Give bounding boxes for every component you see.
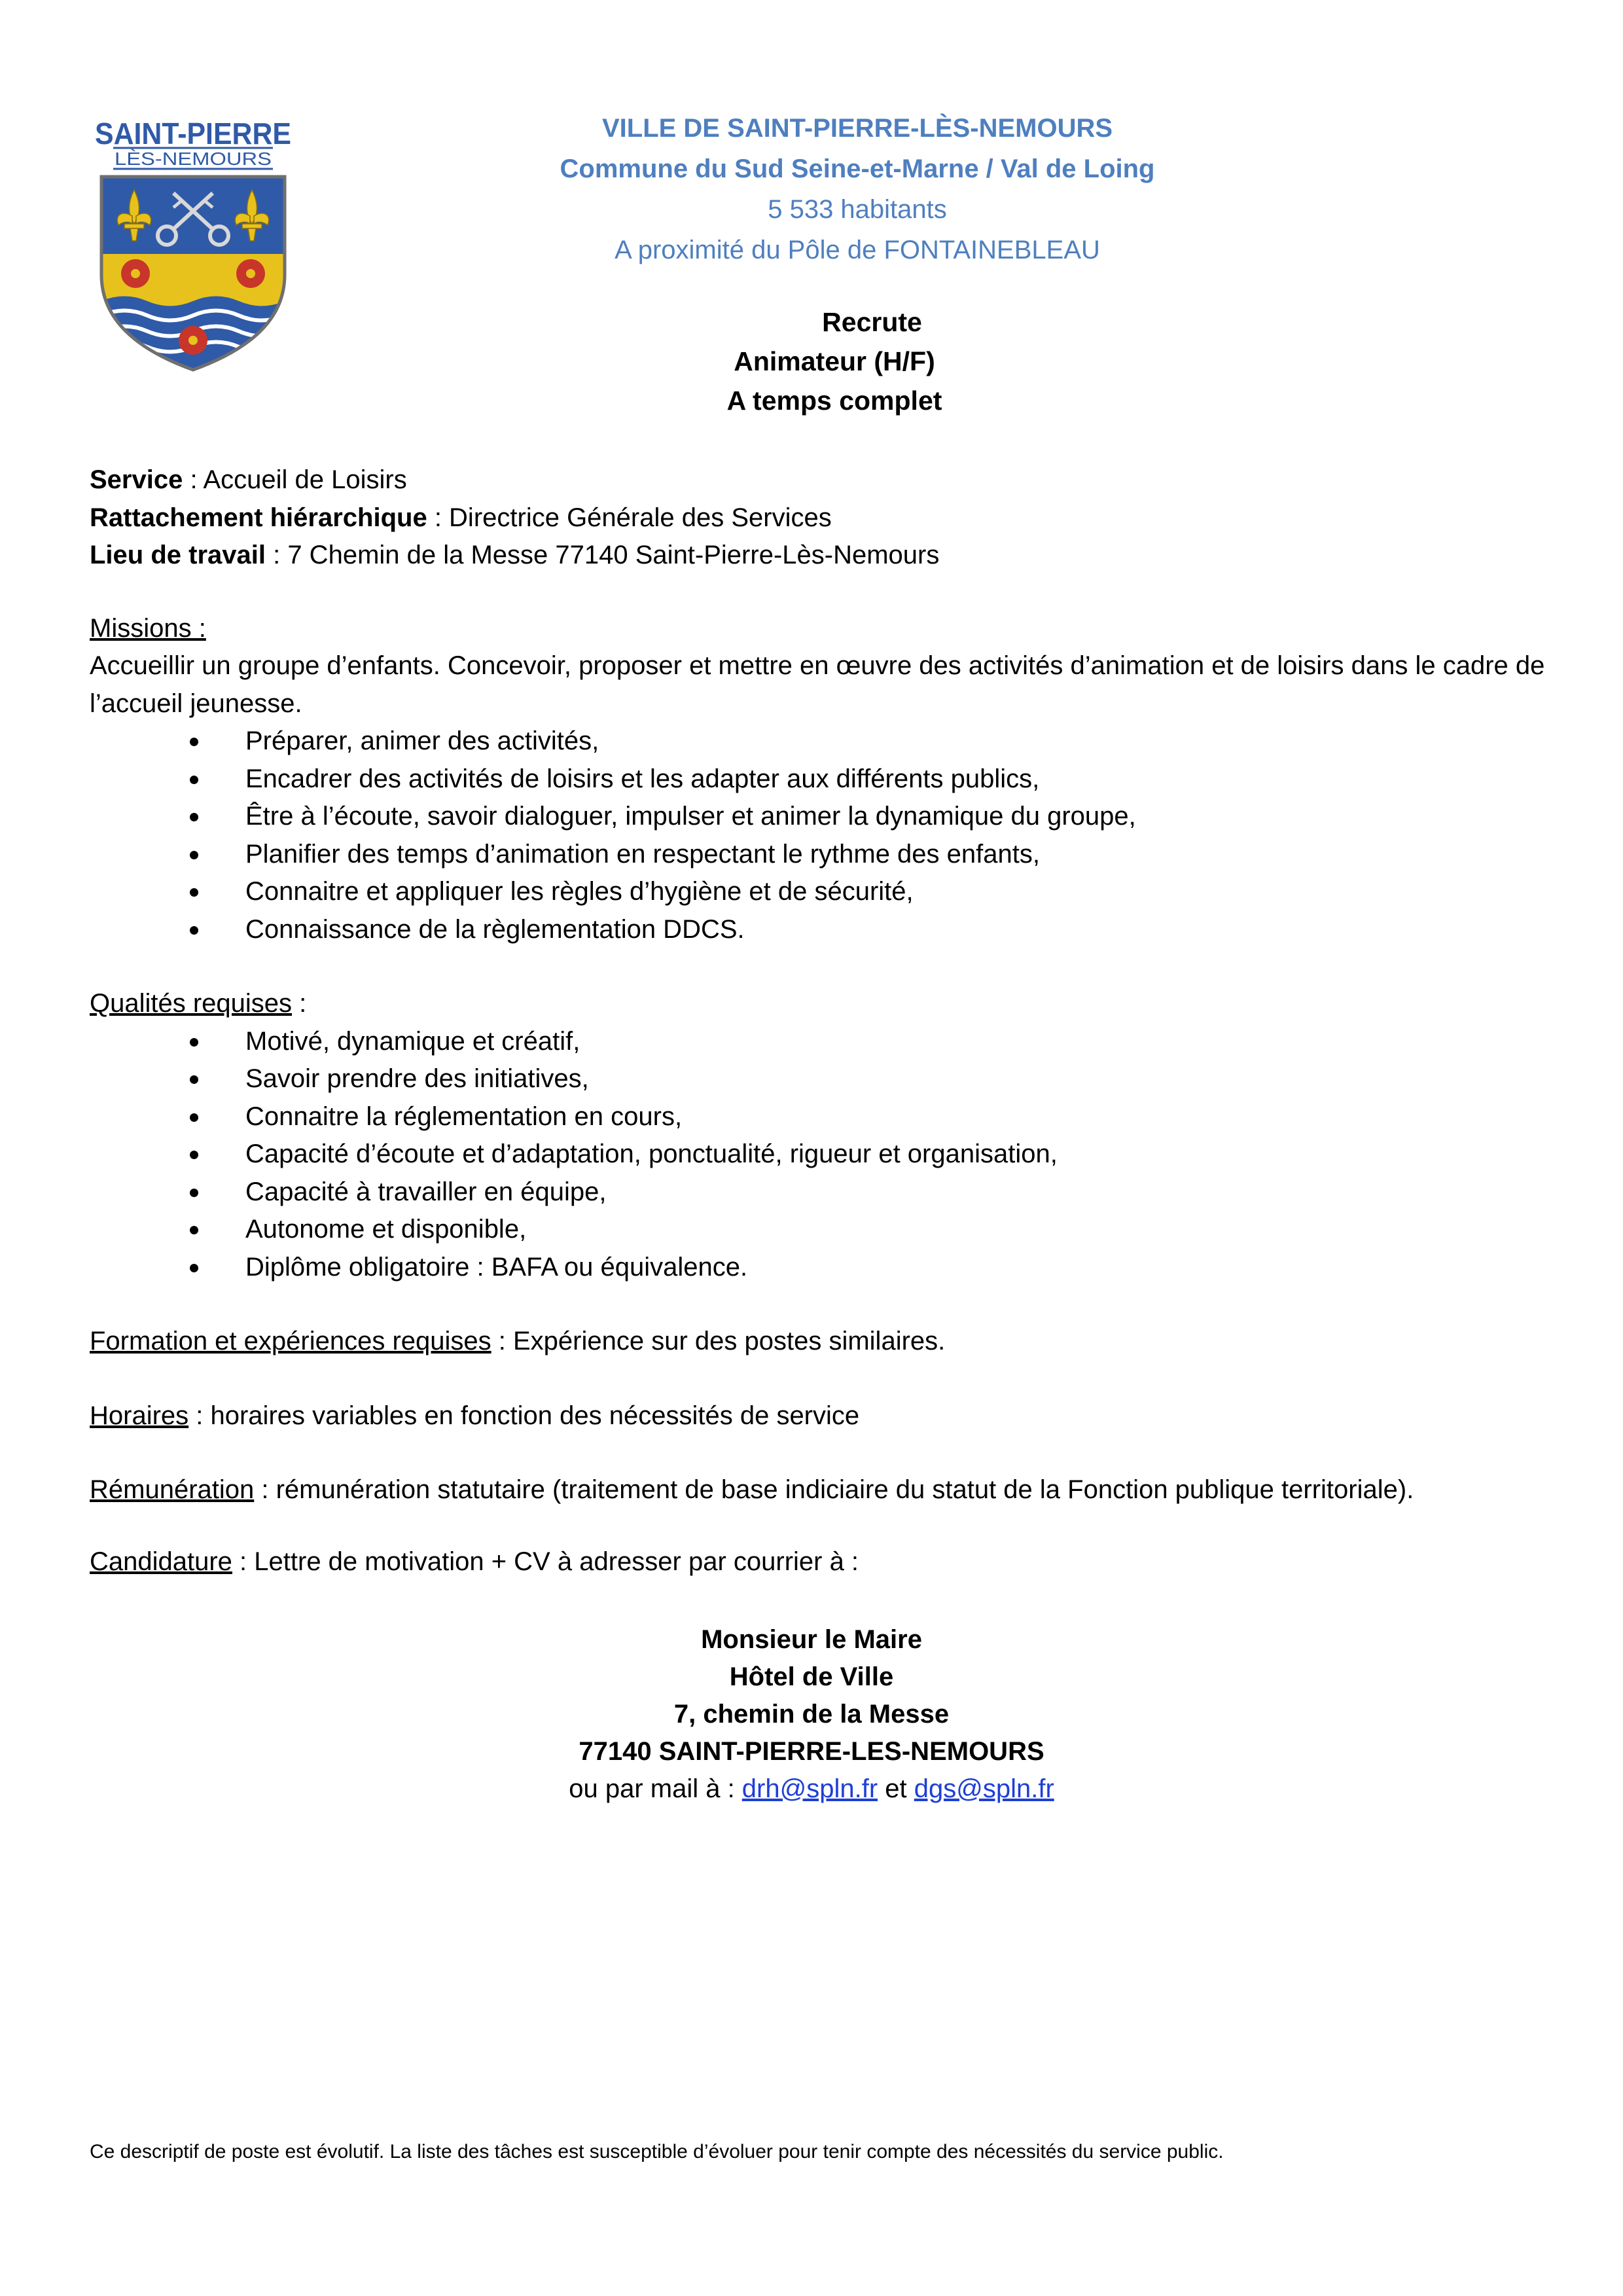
contact-building: Hôtel de Ville bbox=[729, 1662, 894, 1691]
formation-line bbox=[90, 1323, 1549, 1361]
list-item: Connaitre et appliquer les règles d’hygiène et de sécurité, bbox=[90, 873, 1549, 911]
remuneration-line bbox=[90, 1471, 1549, 1509]
qualites-list bbox=[90, 1023, 1549, 1287]
candidature-line bbox=[90, 1543, 1549, 1581]
candidature-value: : Lettre de motivation + CV à adresser par courrier à : bbox=[232, 1547, 859, 1576]
list-item: Motivé, dynamique et créatif, bbox=[90, 1023, 1549, 1061]
formation-label: Formation et expériences requises bbox=[90, 1327, 491, 1355]
horaires-label: Horaires bbox=[90, 1401, 189, 1430]
list-item: Diplôme obligatoire : BAFA ou équivalence. bbox=[90, 1249, 1549, 1287]
contact-recipient: Monsieur le Maire bbox=[701, 1625, 922, 1654]
job-title-block bbox=[458, 302, 1211, 420]
remuneration-label: Rémunération bbox=[90, 1475, 255, 1504]
list-item: Encadrer des activités de loisirs et les adapter aux différents publics, bbox=[90, 761, 1549, 798]
qualites-heading: Qualités requises : bbox=[90, 989, 307, 1018]
contact-city: 77140 SAINT-PIERRE-LES-NEMOURS bbox=[579, 1737, 1044, 1766]
job-title: Animateur (H/F) bbox=[734, 346, 935, 376]
email-link-drh[interactable]: drh@spln.fr bbox=[741, 1774, 878, 1803]
town-population: 5 533 habitants bbox=[768, 195, 947, 224]
formation-value: : Expérience sur des postes similaires. bbox=[491, 1327, 946, 1355]
rattachement-label: Rattachement hiérarchique bbox=[90, 503, 427, 532]
missions-list bbox=[90, 723, 1549, 948]
list-item: Capacité d’écoute et d’adaptation, ponctualité, rigueur et organisation, bbox=[90, 1136, 1549, 1174]
horaires-value: : horaires variables en fonction des nécessités de service bbox=[188, 1401, 860, 1430]
job-contract-type: A temps complet bbox=[726, 386, 942, 416]
footer-note: Ce descriptif de poste est évolutif. La liste des tâches est susceptible d’évoluer pour tenir compte des nécessités du service public. bbox=[90, 2141, 1224, 2162]
town-header bbox=[366, 108, 1348, 270]
candidature-label: Candidature bbox=[90, 1547, 232, 1576]
list-item: Connaissance de la règlementation DDCS. bbox=[90, 911, 1549, 949]
rose-left-icon bbox=[121, 259, 150, 288]
list-item: Préparer, animer des activités, bbox=[90, 723, 1549, 761]
service-line bbox=[90, 461, 1549, 499]
lieu-value: : 7 Chemin de la Messe 77140 Saint-Pierre-Lès-Nemours bbox=[265, 541, 940, 569]
list-item: Capacité à travailler en équipe, bbox=[90, 1174, 1549, 1211]
logo-name-line1: SAINT-PIERRE bbox=[95, 117, 291, 151]
coat-of-arms-logo bbox=[88, 111, 298, 373]
recrute-label: Recrute bbox=[822, 307, 922, 337]
list-item: Savoir prendre des initiatives, bbox=[90, 1060, 1549, 1098]
list-item: Autonome et disponible, bbox=[90, 1211, 1549, 1249]
lieu-label: Lieu de travail bbox=[90, 541, 266, 569]
horaires-line bbox=[90, 1397, 1549, 1435]
lieu-line bbox=[90, 537, 1549, 575]
email-link-dgs[interactable]: dgs@spln.fr bbox=[914, 1774, 1054, 1803]
job-description bbox=[90, 461, 1549, 1581]
remuneration-value: : rémunération statutaire (traitement de base indiciaire du statut de la Fonction publique territoriale). bbox=[254, 1475, 1414, 1504]
missions-heading: Missions : bbox=[90, 613, 206, 643]
contact-street: 7, chemin de la Messe bbox=[673, 1700, 950, 1729]
town-region: Commune du Sud Seine-et-Marne / Val de Loing bbox=[560, 154, 1155, 183]
logo-name-line2: LÈS-NEMOURS bbox=[115, 149, 272, 169]
contact-mail-line: ou par mail à : drh@spln.fr et dgs@spln.fr bbox=[569, 1774, 1054, 1803]
contact-address bbox=[419, 1621, 1204, 1808]
town-name: VILLE DE SAINT-PIERRE-LÈS-NEMOURS bbox=[601, 114, 1113, 143]
service-label: Service bbox=[90, 465, 183, 494]
list-item: Être à l’écoute, savoir dialoguer, impulser et animer la dynamique du groupe, bbox=[90, 798, 1549, 836]
rattachement-value: : Directrice Générale des Services bbox=[427, 503, 832, 532]
service-value: : Accueil de Loisirs bbox=[183, 465, 407, 494]
list-item: Connaitre la réglementation en cours, bbox=[90, 1098, 1549, 1136]
list-item: Planifier des temps d’animation en respectant le rythme des enfants, bbox=[90, 836, 1549, 874]
rattachement-line bbox=[90, 499, 1549, 537]
missions-intro: Accueillir un groupe d’enfants. Concevoir, proposer et mettre en œuvre des activités d’animation et de loisirs dans le cadre de l’accueil jeunesse. bbox=[90, 651, 1545, 718]
town-proximity: A proximité du Pôle de FONTAINEBLEAU bbox=[615, 236, 1100, 264]
rose-bottom-icon bbox=[179, 326, 207, 355]
rose-right-icon bbox=[236, 259, 265, 288]
